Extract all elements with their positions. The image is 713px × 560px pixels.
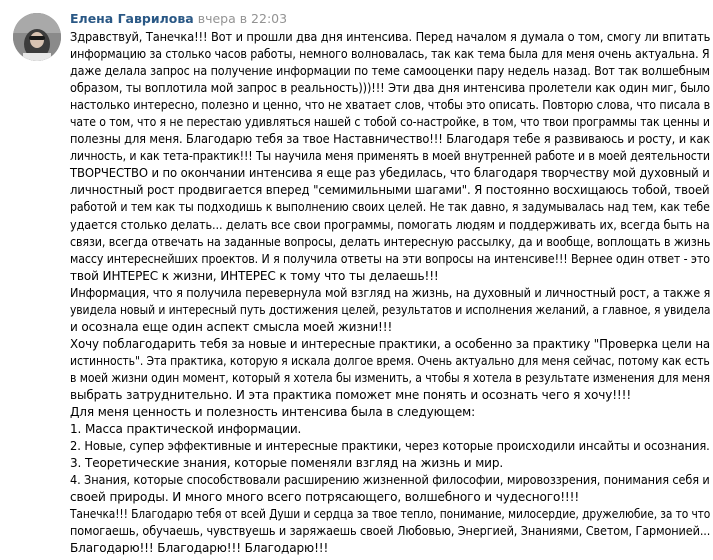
post-text-line: помогаешь, обучаешь, чувствуешь и заряжаешь своей Любовью, Энергией, Знаниями, Светом, Гармонией... — [70, 524, 711, 539]
post-text-line: Благодарю!!! Благодарю!!! Благодарю!!! — [70, 541, 329, 556]
post-text-line: личностный рост продвигается вперед "семимильными шагами". Я постоянно восхищаюсь тобой, твоей — [70, 183, 710, 198]
post-text-line: полезны для меня. Благодарю тебя за твое Наставничество!!! Благодаря тебе я развиваюсь и росту, и как — [70, 132, 711, 147]
post-text-line: ТВОРЧЕСТВО и по окончании интенсива я еще раз убедилась, что благодаря творчеству мой духовный и — [70, 166, 710, 181]
post-text-line: 2. Новые, супер эффективные и интересные практики, через которые происходили инсайты и осознания. — [70, 439, 710, 454]
post-text-line: твой ИНТЕРЕС к жизни, ИНТЕРЕС к тому что ты делаешь!!! — [70, 268, 439, 283]
post-text-line: выбрать затруднительно. И эта практика поможет мне понять и осознать чего я хочу!!!! — [70, 387, 632, 402]
post-text-line: и осознала еще один аспект смысла моей жизни!!! — [70, 319, 393, 334]
avatar-photo-icon — [13, 13, 61, 61]
post-text-line: 4. Знания, которые способствовали расширению жизненной философии, мировоззрения, понимания себя и — [70, 473, 710, 488]
post-text-line: своей природы. И много много всего потрясающего, волшебного и чудесного!!!! — [70, 490, 580, 505]
post-text-line: массу интереснейших проектов. И я получила ответы на эти вопросы на интенсиве!!! Вернее один ответ - это — [70, 251, 710, 266]
post-text-line: истинность". Эта практика, которую я искала долгое время. Очень актуально для меня сейчас, потому как есть — [70, 353, 710, 368]
post-text-line: связи, всегда отвечать на заданные вопросы, делать интересную рассылку, да и вообще, воплощать в жизнь — [70, 234, 711, 249]
post-text-line: 1. Масса практической информации. — [70, 422, 302, 437]
post-text-line: удается столько делать... делать все свои программы, помогать людям и поддерживать их, всегда быть на — [70, 217, 710, 232]
post-text — [70, 29, 710, 557]
post-text-line: работой и тем как ты подходишь к выполнению своих целей. Не так давно, я задумывалась над тем, как тебе — [70, 200, 710, 215]
post-text-line: в моей жизни один момент, который я хотела бы изменить, а чтобы я хотела в результате изменения для меня — [70, 370, 711, 385]
post-text-line: Здравствуй, Танечка!!! Вот и прошли два дня интенсива. Перед началом я думала о том, смогу ли впитать — [70, 30, 711, 44]
post-text-line: увидела новый и интересный путь достижения целей, результатов и исполнения желаний, а главное, я увидела — [70, 302, 711, 317]
post-text-line: информацию за столько часов работы, немного волновалась, так как тема была для меня очень актуальна. Я — [70, 47, 710, 62]
post-date-link[interactable]: вчера в 22:03 — [197, 11, 288, 26]
post-text-line: Хочу поблагодарить тебя за новые и интересные практики, а особенно за практику "Проверка цели на — [70, 336, 711, 351]
post-text-line: настолько интересно, полезно и ценно, что не хватает слов, чтобы это описать. Повторю слова, что писала в — [70, 98, 711, 113]
post-text-line: личность, и как тета-практик!!! Ты научила меня применять в моей внутренней работе и в моей деятельности — [70, 149, 710, 164]
post-text-line: Для меня ценность и полезность интенсива была в следующем: — [70, 405, 476, 420]
post-text-line: даже делала запрос на получение информации по теме самооценки пару недель назад. Вот так волшебным — [70, 64, 710, 79]
author-name-link[interactable]: Елена Гаврилова — [70, 11, 194, 26]
post-text-line: образом, ты воплотила мой запрос в реальность)))!!! Эти два дня интенсива пролетели как один миг, было — [70, 81, 710, 96]
avatar[interactable] — [13, 13, 61, 61]
post-text-line: Информация, что я получила перевернула мой взгляд на жизнь, на духовный и личностный рост, а также я — [70, 285, 711, 300]
post-text-line: Танечка!!! Благодарю тебя от всей Души и сердца за твое тепло, понимание, милосердие, дружелюбие, за то что — [70, 507, 711, 522]
post-text-line: 3. Теоретические знания, которые поменяли взгляд на жизнь и мир. — [70, 456, 504, 471]
post-header — [70, 10, 287, 28]
post-text-line: чате о том, что я не перестаю удивляться нашей с тобой со-настройке, в том, что твои программы так ценны и — [70, 115, 710, 130]
